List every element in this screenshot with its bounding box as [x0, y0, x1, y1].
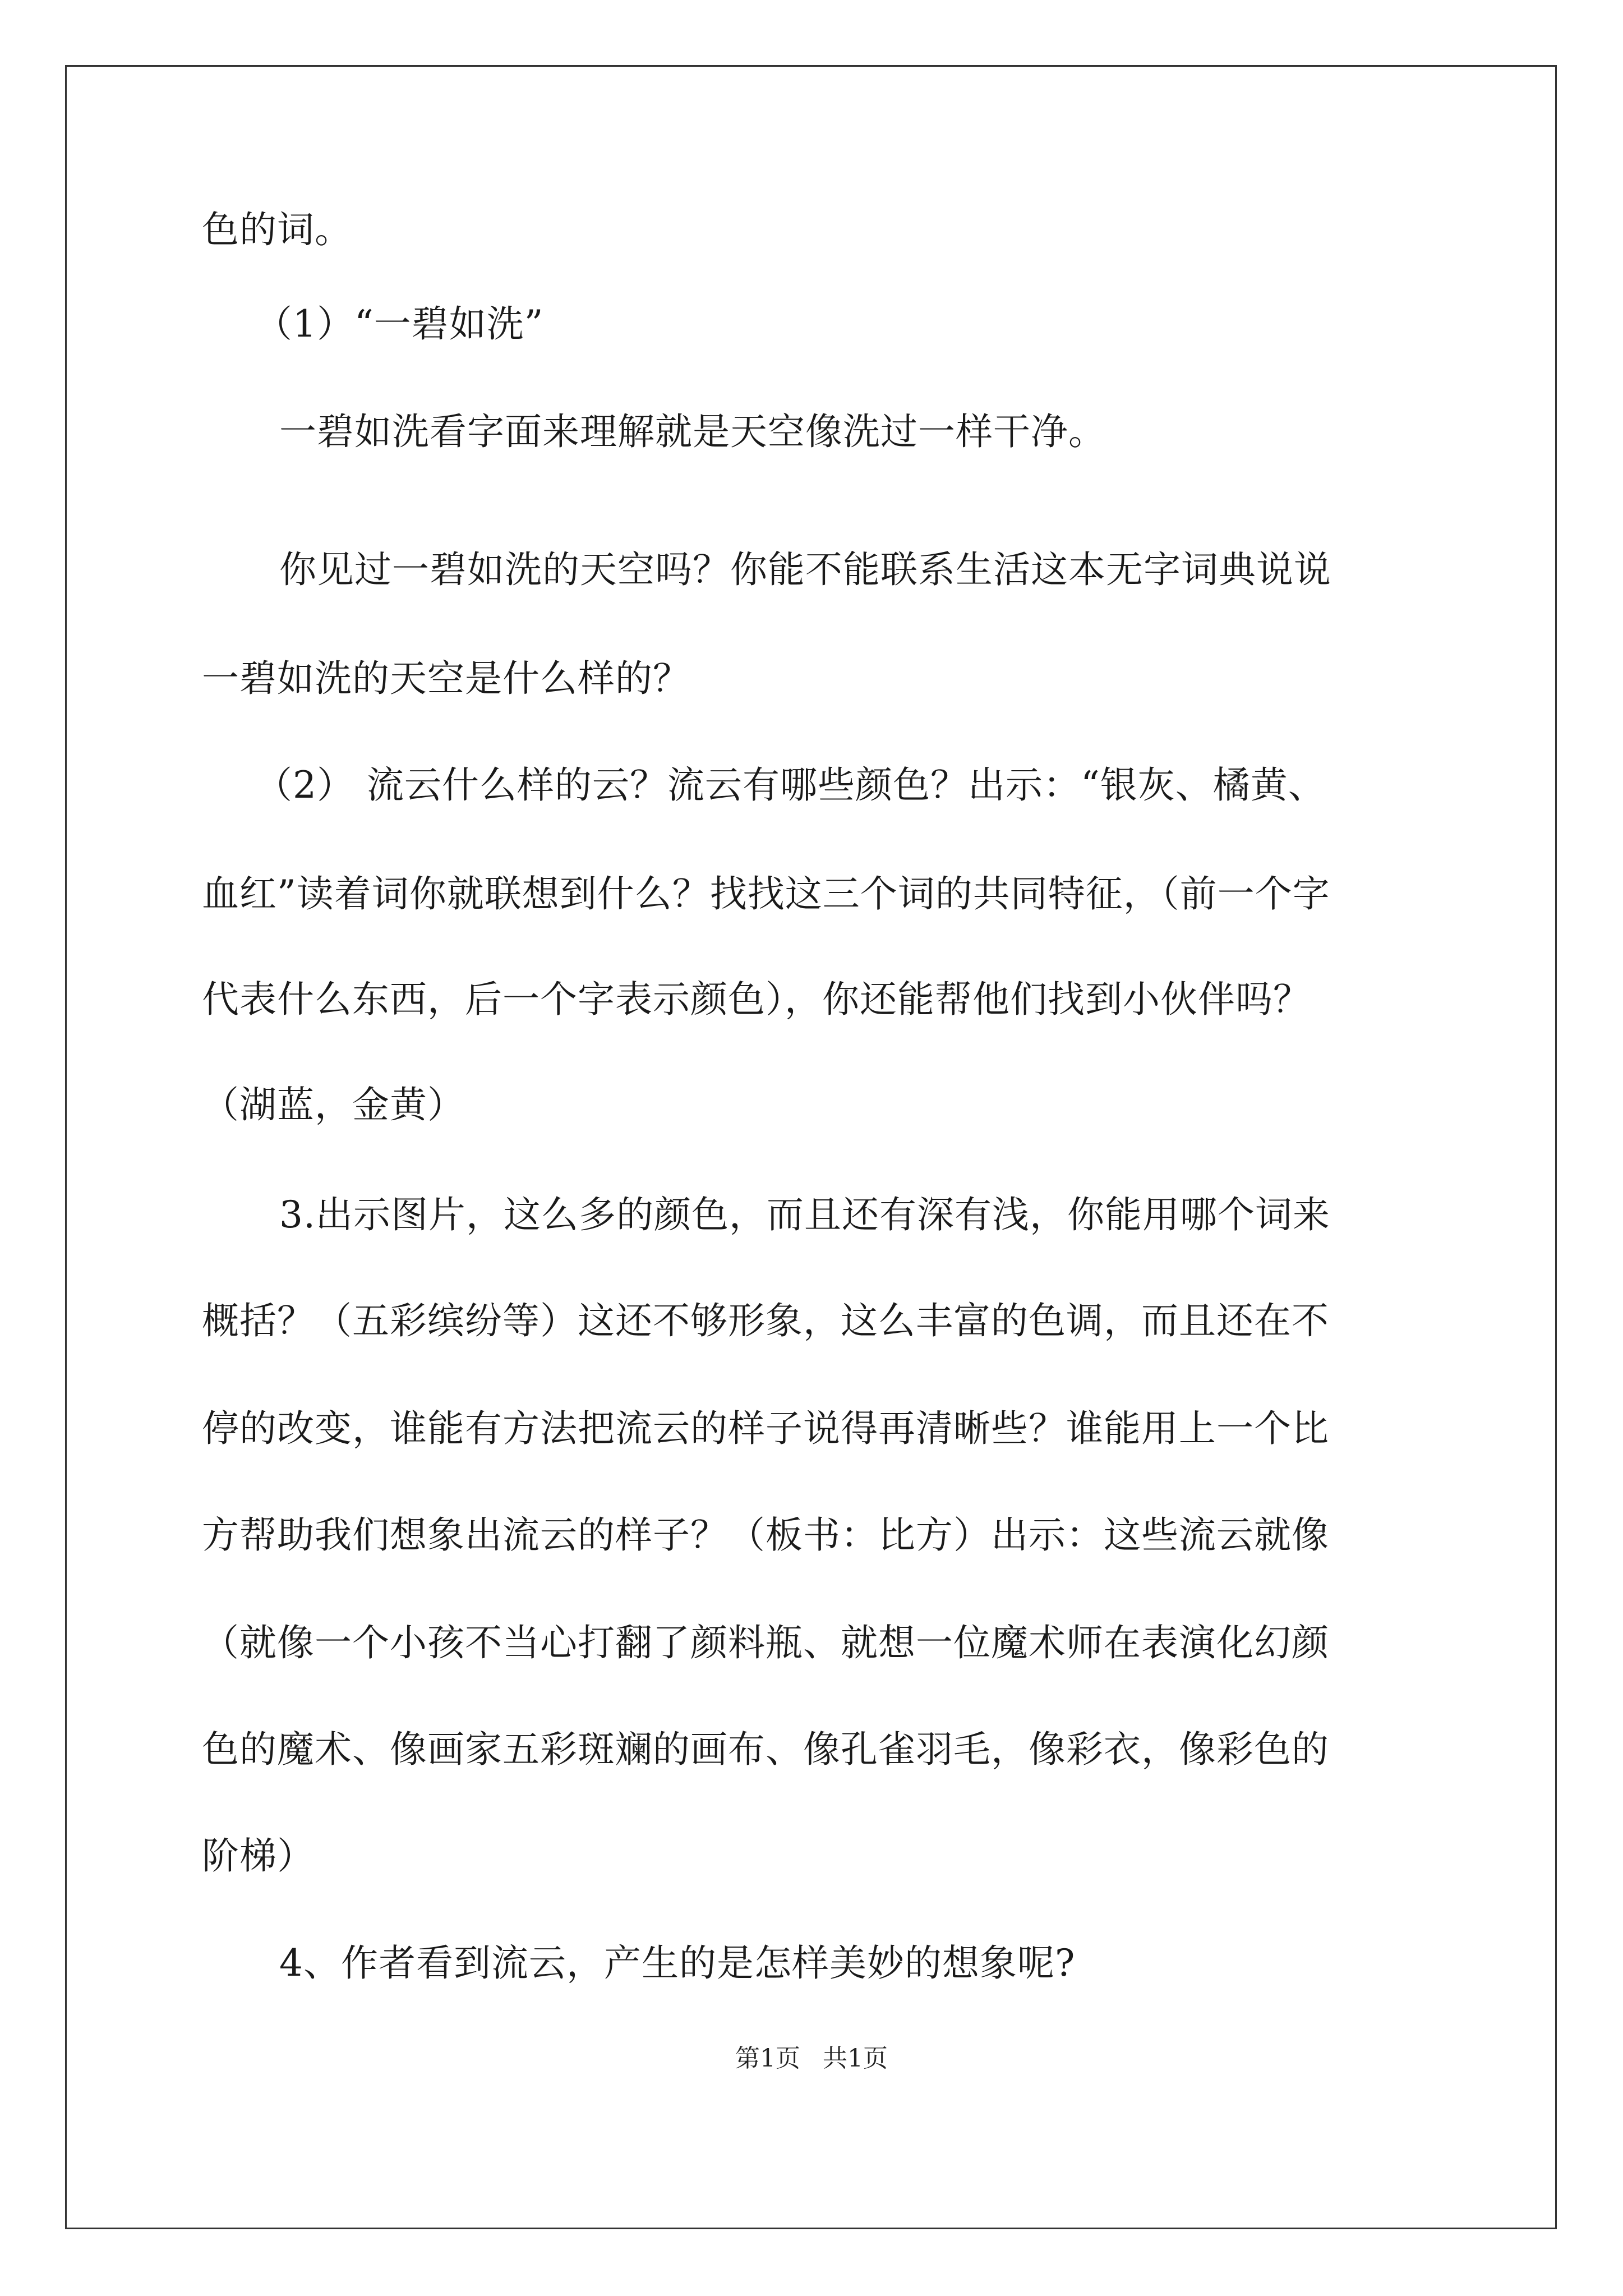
text-line-11: 概括？（五彩缤纷等）这还不够形象，这么丰富的色调，而且还在不 — [202, 1299, 1329, 1342]
text-line-17: 4、作者看到流云，产生的是怎样美妙的想象呢? — [279, 1941, 1076, 1985]
text-line-16: 阶梯） — [202, 1834, 315, 1878]
text-line-6: （2） 流云什么样的云？流云有哪些颜色？出示：“银灰、橘黄、 — [255, 763, 1326, 807]
text-line-9: （湖蓝，金黄） — [202, 1083, 465, 1126]
page-number-label: 第1页 — [735, 2044, 800, 2073]
text-line-15: 色的魔术、像画家五彩斑斓的画布、像孔雀羽毛，像彩衣，像彩色的 — [202, 1728, 1329, 1771]
text-line-13: 方帮助我们想象出流云的样子？（板书：比方）出示：这些流云就像 — [202, 1513, 1329, 1557]
text-line-14: （就像一个小孩不当心打翻了颜料瓶、就想一位魔术师在表演化幻颜 — [202, 1621, 1329, 1664]
text-line-1: 色的词。 — [202, 208, 352, 251]
page-footer — [0, 2042, 1623, 2076]
text-line-2: （1）“一碧如洗” — [255, 302, 544, 346]
page-border — [65, 65, 1557, 2229]
text-line-10: 3.出示图片，这么多的颜色，而且还有深有浅，你能用哪个词来 — [279, 1193, 1330, 1236]
text-line-7: 血红”读着词你就联想到什么？找找这三个词的共同特征，（前一个字 — [202, 872, 1330, 915]
text-line-3: 一碧如洗看字面来理解就是天空像洗过一样干净。 — [279, 410, 1106, 453]
text-line-12: 停的改变，谁能有方法把流云的样子说得再清晰些？谁能用上一个比 — [202, 1407, 1329, 1450]
total-pages-label: 共1页 — [823, 2044, 888, 2073]
text-line-8: 代表什么东西，后一个字表示颜色），你还能帮他们找到小伙伴吗？ — [202, 978, 1311, 1021]
text-line-4: 你见过一碧如洗的天空吗？你能不能联系生活这本无字词典说说 — [279, 548, 1331, 591]
text-line-5: 一碧如洗的天空是什么样的？ — [202, 657, 690, 700]
